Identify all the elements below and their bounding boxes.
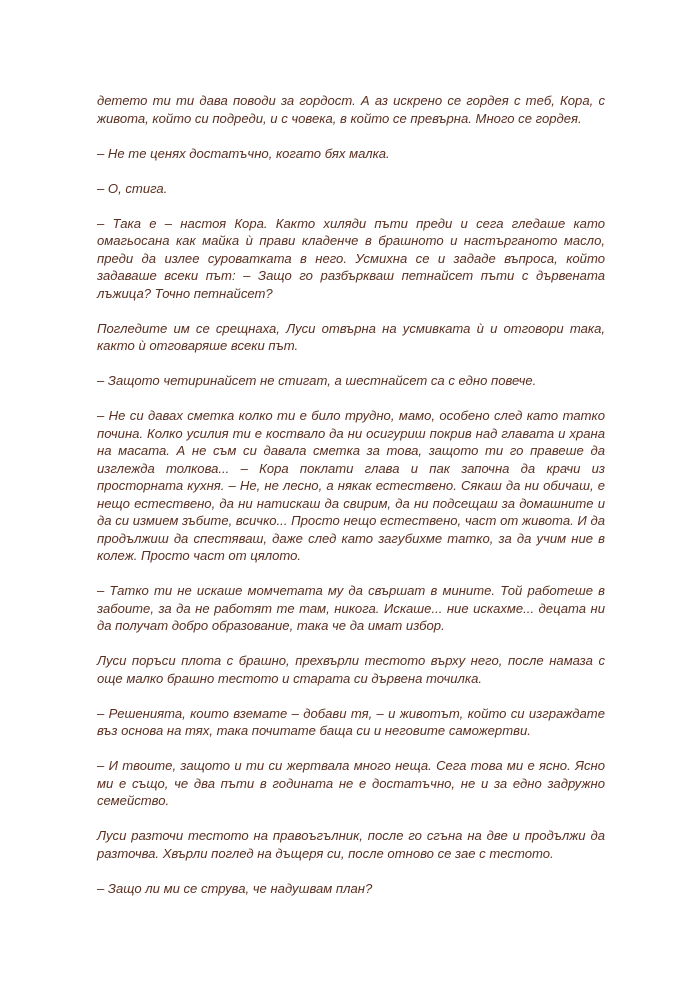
paragraph: детето ти ти дава поводи за гордост. А аз искрено се гордея с теб, Кора, с живота, който си подреди, и с човека, в който се превърна. Много се гордея. — [97, 93, 605, 126]
paragraph: – Защо ли ми се струва, че надушвам план? — [97, 880, 373, 896]
paragraph: – Татко ти не искаше момчетата му да свършат в мините. Той работеше в забоите, за да не работят те там, никога. Искаше... ние искахме... децата ни да получат добро образование, така че да имат избор. — [97, 583, 605, 633]
paragraph: Луси поръси плота с брашно, прехвърли тестото върху него, после намаза с още малко брашно тестото и старата си дървена точилка. — [97, 653, 605, 686]
paragraph: – И твоите, защото и ти си жертвала много неща. Сега това ми е ясно. Ясно ми е също, че два пъти в годината не е достатъчно, не и за едно задружно семейство. — [97, 758, 605, 808]
paragraph: – Не те ценях достатъчно, когато бях малка. — [97, 145, 390, 161]
paragraph: – Защото четиринайсет не стигат, а шестнайсет са с едно повече. — [97, 373, 537, 388]
paragraph: Луси разточи тестото на правоъгълник, после го сгъна на две и продължи да разточва. Хвърли поглед на дъщеря си, после отново се зае с тестото. — [97, 828, 605, 861]
paragraph: – Така е – настоя Кора. Както хиляди пъти преди и сега гледаше като омагьосана как майка ѝ прави кладенче в брашното и настърганото масло, преди да излее суроватката в него. Усмихна се и зададе въпроса, който задаваше всеки път: – Защо го разбъркваш петнайсет пъти с дървената лъжица? Точно петнайсет? — [97, 215, 605, 301]
paragraph: – Решенията, които вземате – добави тя, – и животът, който си изграждате въз основа на тях, така почитате баща си и неговите саможертви. — [97, 705, 605, 738]
paragraph: – Не си давах сметка колко ти е било трудно, мамо, особено след като татко почина. Колко усилия ти е коствало да ни осигуриш покрив над главата и храна на масата. А не съм си давала сметка за това, защото ти го правеше да изглежда толкова... – Кора поклати глава и пак започна да крачи из просторната кухня. – Не, не лесно, а някак естествено. Сякаш да ни обичаш, е нещо естествено, да ни натискаш да свирим, да ни подсещаш за домашните и да си измием зъбите, всичко... Просто нещо естествено, част от живота. И да продължиш да спестяваш, даже след като загубихме татко, за да учим ние в колеж. Просто част от цялото. — [97, 408, 605, 563]
page-text — [97, 92, 605, 915]
paragraph: Погледите им се срещнаха, Луси отвърна на усмивката ѝ и отговори така, както ѝ отговаряше всеки път. — [97, 320, 605, 353]
paragraph: – О, стига. — [97, 180, 168, 196]
